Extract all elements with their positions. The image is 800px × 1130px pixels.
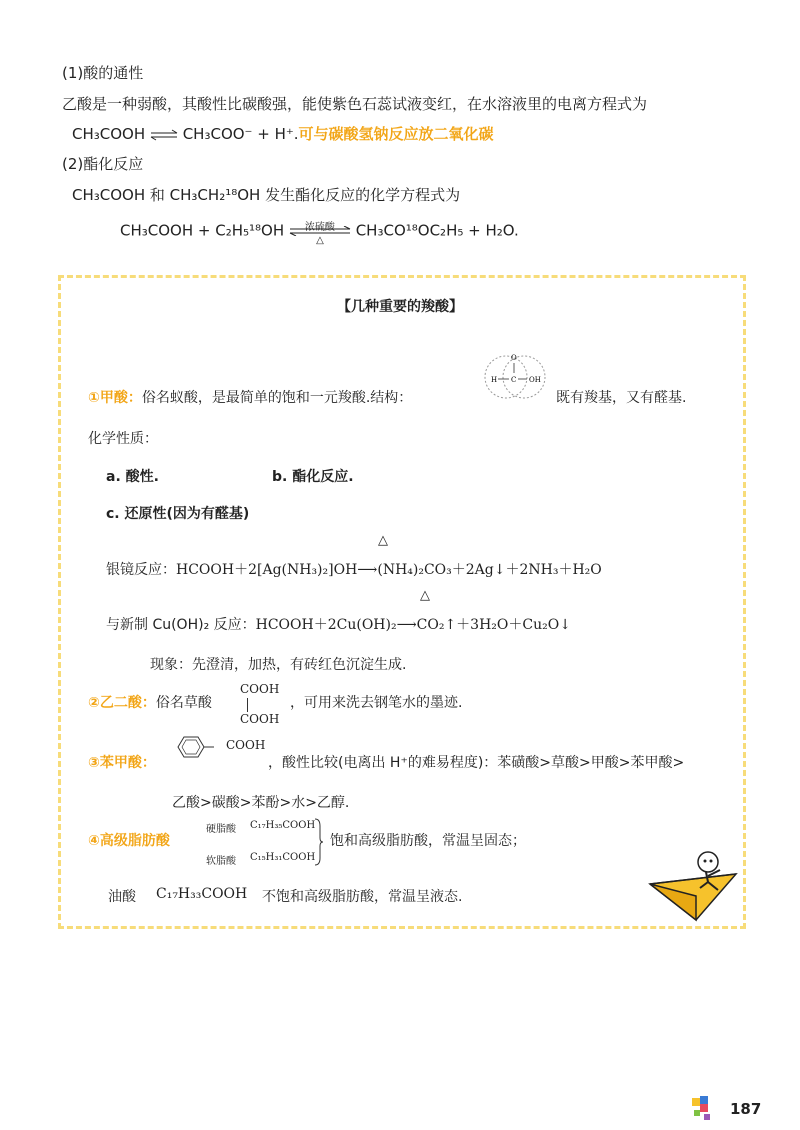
oxalic-cooh-bottom: COOH [240, 712, 280, 726]
silver-label: 银镜反应： [106, 562, 176, 578]
oxalic-desc2: ，可用来洗去钢笔水的墨迹. [290, 695, 463, 711]
page-number: 187 [730, 1100, 762, 1118]
oxalic-cooh-top: COOH [240, 682, 280, 696]
section2-heading: (2)酯化反应 [62, 155, 144, 173]
oxalic-line [88, 692, 212, 712]
cu-label: 与新制 Cu(OH)₂ 反应： [106, 617, 256, 633]
fatty-line [88, 830, 170, 850]
benzoic-cooh: COOH [226, 738, 266, 752]
ester-condition-top: 浓硫酸 [304, 222, 335, 233]
esterification-equation [120, 218, 519, 244]
ester-right: CH₃CO¹⁸OC₂H₅ + H₂O. [355, 221, 519, 240]
silver-equation: HCOOH＋2[Ag(NH₃)₂]OH⟶(NH₄)₂CO₃＋2Ag↓＋2NH₃＋H₂O [176, 562, 602, 578]
page-logo-icon [690, 1094, 716, 1124]
palmitic-formula: C₁₅H₃₁COOH [250, 852, 316, 863]
oleic-name: 油酸 [108, 889, 136, 905]
cu-reaction-line [106, 614, 571, 634]
ester-arrow [289, 218, 351, 244]
benzoic-label: ③苯甲酸： [88, 755, 156, 771]
ester-left: CH₃COOH + C₂H₅¹⁸OH [120, 221, 285, 240]
struct-o: O [511, 354, 517, 362]
oleic-desc: 不饱和高级脂肪酸，常温呈液态. [262, 889, 463, 905]
struct-oh: OH [529, 376, 541, 384]
section1-text: 乙酸是一种弱酸，其酸性比碳酸强，能使紫色石蕊试液变红，在水溶液里的电离方程式为 [62, 95, 648, 113]
cu-equation: HCOOH＋2Cu(OH)₂⟶CO₂↑＋3H₂O＋Cu₂O↓ [255, 617, 571, 633]
formic-line [88, 387, 412, 407]
ionization-equation [72, 123, 494, 144]
cu-delta: △ [420, 588, 430, 603]
reversible-arrow-icon [150, 129, 178, 141]
oleic-formula: C₁₇H₃₃COOH [156, 886, 248, 902]
benzoic-desc2: 乙酸>碳酸>苯酚>水>乙醇. [172, 795, 350, 811]
formic-desc: 俗名蚁酸，是最简单的饱和一元羧酸.结构： [141, 390, 413, 406]
section2-text: CH₃COOH 和 CH₃CH₂¹⁸OH 发生酯化反应的化学方程式为 [72, 186, 461, 204]
formic-structure-diagram [478, 350, 550, 406]
formic-label: ①甲酸： [88, 390, 142, 406]
struct-h: H [491, 376, 498, 384]
benzoic-desc: ，酸性比较(电离出 H⁺的难易程度)：苯磺酸>草酸>甲酸>苯甲酸> [268, 755, 685, 771]
silver-mirror-line [106, 559, 602, 579]
ionization-highlight: 可与碳酸氢钠反应放二氧化碳 [298, 125, 494, 143]
prop-reducing: c. 还原性(因为有醛基) [106, 506, 250, 522]
ionization-right: CH₃COO⁻ + H⁺. [182, 125, 299, 143]
silver-delta: △ [378, 533, 388, 548]
fatty-desc: 饱和高级脂肪酸，常温呈固态； [330, 833, 526, 849]
stearic-formula: C₁₇H₃₅COOH [250, 820, 316, 831]
benzene-ring-icon [170, 735, 234, 759]
box-title: 【几种重要的羧酸】 [337, 299, 463, 315]
right-brace-icon [314, 818, 324, 866]
prop-acidity: a. 酸性. [106, 469, 159, 485]
phenomenon: 现象：先澄清，加热，有砖红色沉淀生成. [150, 657, 407, 673]
formic-props: 化学性质： [88, 431, 158, 447]
ionization-left: CH₃COOH [72, 125, 146, 143]
struct-c: C [511, 376, 517, 384]
oxalic-desc: 俗名草酸 [155, 695, 212, 711]
oxalic-label: ②乙二酸： [88, 695, 156, 711]
ester-condition-bottom: △ [316, 235, 324, 246]
benzoic-line [88, 752, 156, 772]
palmitic-name: 软脂酸 [206, 856, 236, 867]
formic-desc2: 既有羧基，又有醛基. [556, 390, 687, 406]
stearic-name: 硬脂酸 [206, 824, 236, 835]
fatty-label: ④高级脂肪酸 [88, 833, 170, 849]
prop-esterification: b. 酯化反应. [272, 469, 354, 485]
oxalic-bond [247, 698, 248, 712]
section1-heading: (1)酸的通性 [62, 64, 144, 82]
paper-plane-mascot-icon [648, 848, 740, 922]
